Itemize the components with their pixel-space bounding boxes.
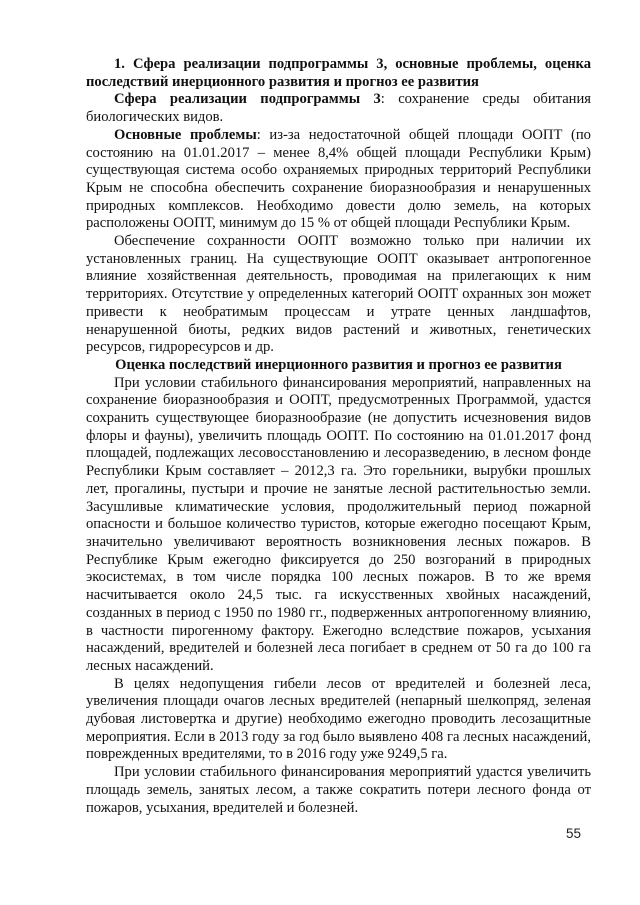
forecast-subheading: Оценка последствий инерционного развития и прогноз ее развития [115,356,562,373]
paragraph-financing: При условии стабильного финансирования мероприятий удастся увеличить площадь земель, занятых лесом, а также сократить потери лесного фонда от пожаров, усыхания, вредителей и болезней. [86,764,591,816]
scope-text: : сохранение среды обитания биологических видов. [86,91,591,126]
paragraph-forecast: При условии стабильного финансирования мероприятий, направленных на сохранение биоразнообразия и ООПТ, предусмотренных Программой, удастся сохранить существующее биоразнообразие (не допустить исчезновения видов флоры и фауны), увеличить площадь ООПТ. По состоянию на 01.01.2017 фонд площадей, подлежащих лесовосстановлению и лесоразведению, в лесном фонде Республики Крым составляет – 2012,3 га. Это горельники, вырубки прошлых лет, прогалины, пустыри и прочие не занятые лесной растительностью земли. Засушливые климатические условия, продолжительный период пожарной опасности и большое количество туристов, которые ежегодно посещают Крым, значительно увеличивают вероятность возникновения лесных пожаров. В Республике Крым ежегодно фиксируется до 250 возгораний в природных экосистемах, в том числе порядка 100 лесных пожаров. В то же время насчитывается около 24,5 тыс. га искусственных хвойных насаждений, созданных в период с 1950 по 1980 гг., подверженных антропогенному влиянию, в частности пирогенному фактору. Ежегодно вследствие пожаров, усыхания насаждений, вредителей и болезней леса погибает в среднем от 50 га до 100 га лесных насаждений. [86,374,591,674]
page-number: 55 [566,826,582,841]
paragraph-boundaries: Обеспечение сохранности ООПТ возможно только при наличии их установленных границ. На существующие ООПТ оказывает антропогенное влияние хозяйственная деятельность, проводимая на прилегающих к ним территориях. Отсутствие у определенных категорий ООПТ охранных зон может привести к необратимым процессам и утрате ценных ландшафтов, ненарушенной биоты, редких видов растений и животных, генетических ресурсов, гидроресурсов и др. [86,233,591,356]
problems-lead: Основные проблемы [114,126,257,143]
paragraph-problems [86,127,591,233]
paragraph-scope [86,91,591,126]
section-heading: 1. Сфера реализации подпрограммы 3, основные проблемы, оценка последствий инерционного развития и прогноз ее развития [86,56,591,90]
scope-lead: Сфера реализации подпрограммы 3 [114,91,381,108]
paragraph-forest-protection: В целях недопущения гибели лесов от вредителей и болезней леса, увеличения площади очагов лесных вредителей (непарный шелкопряд, зеленая дубовая листовертка и другие) необходимо ежегодно проводить лесозащитные мероприятия. Если в 2013 году за год было выявлено 408 га лесных насаждений, поврежденных вредителями, то в 2016 году уже 9249,5 га. [86,675,591,763]
document-page [86,56,591,817]
problems-text: : из-за недостаточной общей площади ООПТ (по состоянию на 01.01.2017 – менее 8,4% общей площади Республики Крым) существующая система особо охраняемых природных территорий Республики Крым не способна обеспечить сохранение биоразнообразия и ненарушенных природных комплексов. Необходимо довести долю земель, на которых расположены ООПТ, минимум до 15 % от общей площади Республики Крым. [86,126,591,232]
